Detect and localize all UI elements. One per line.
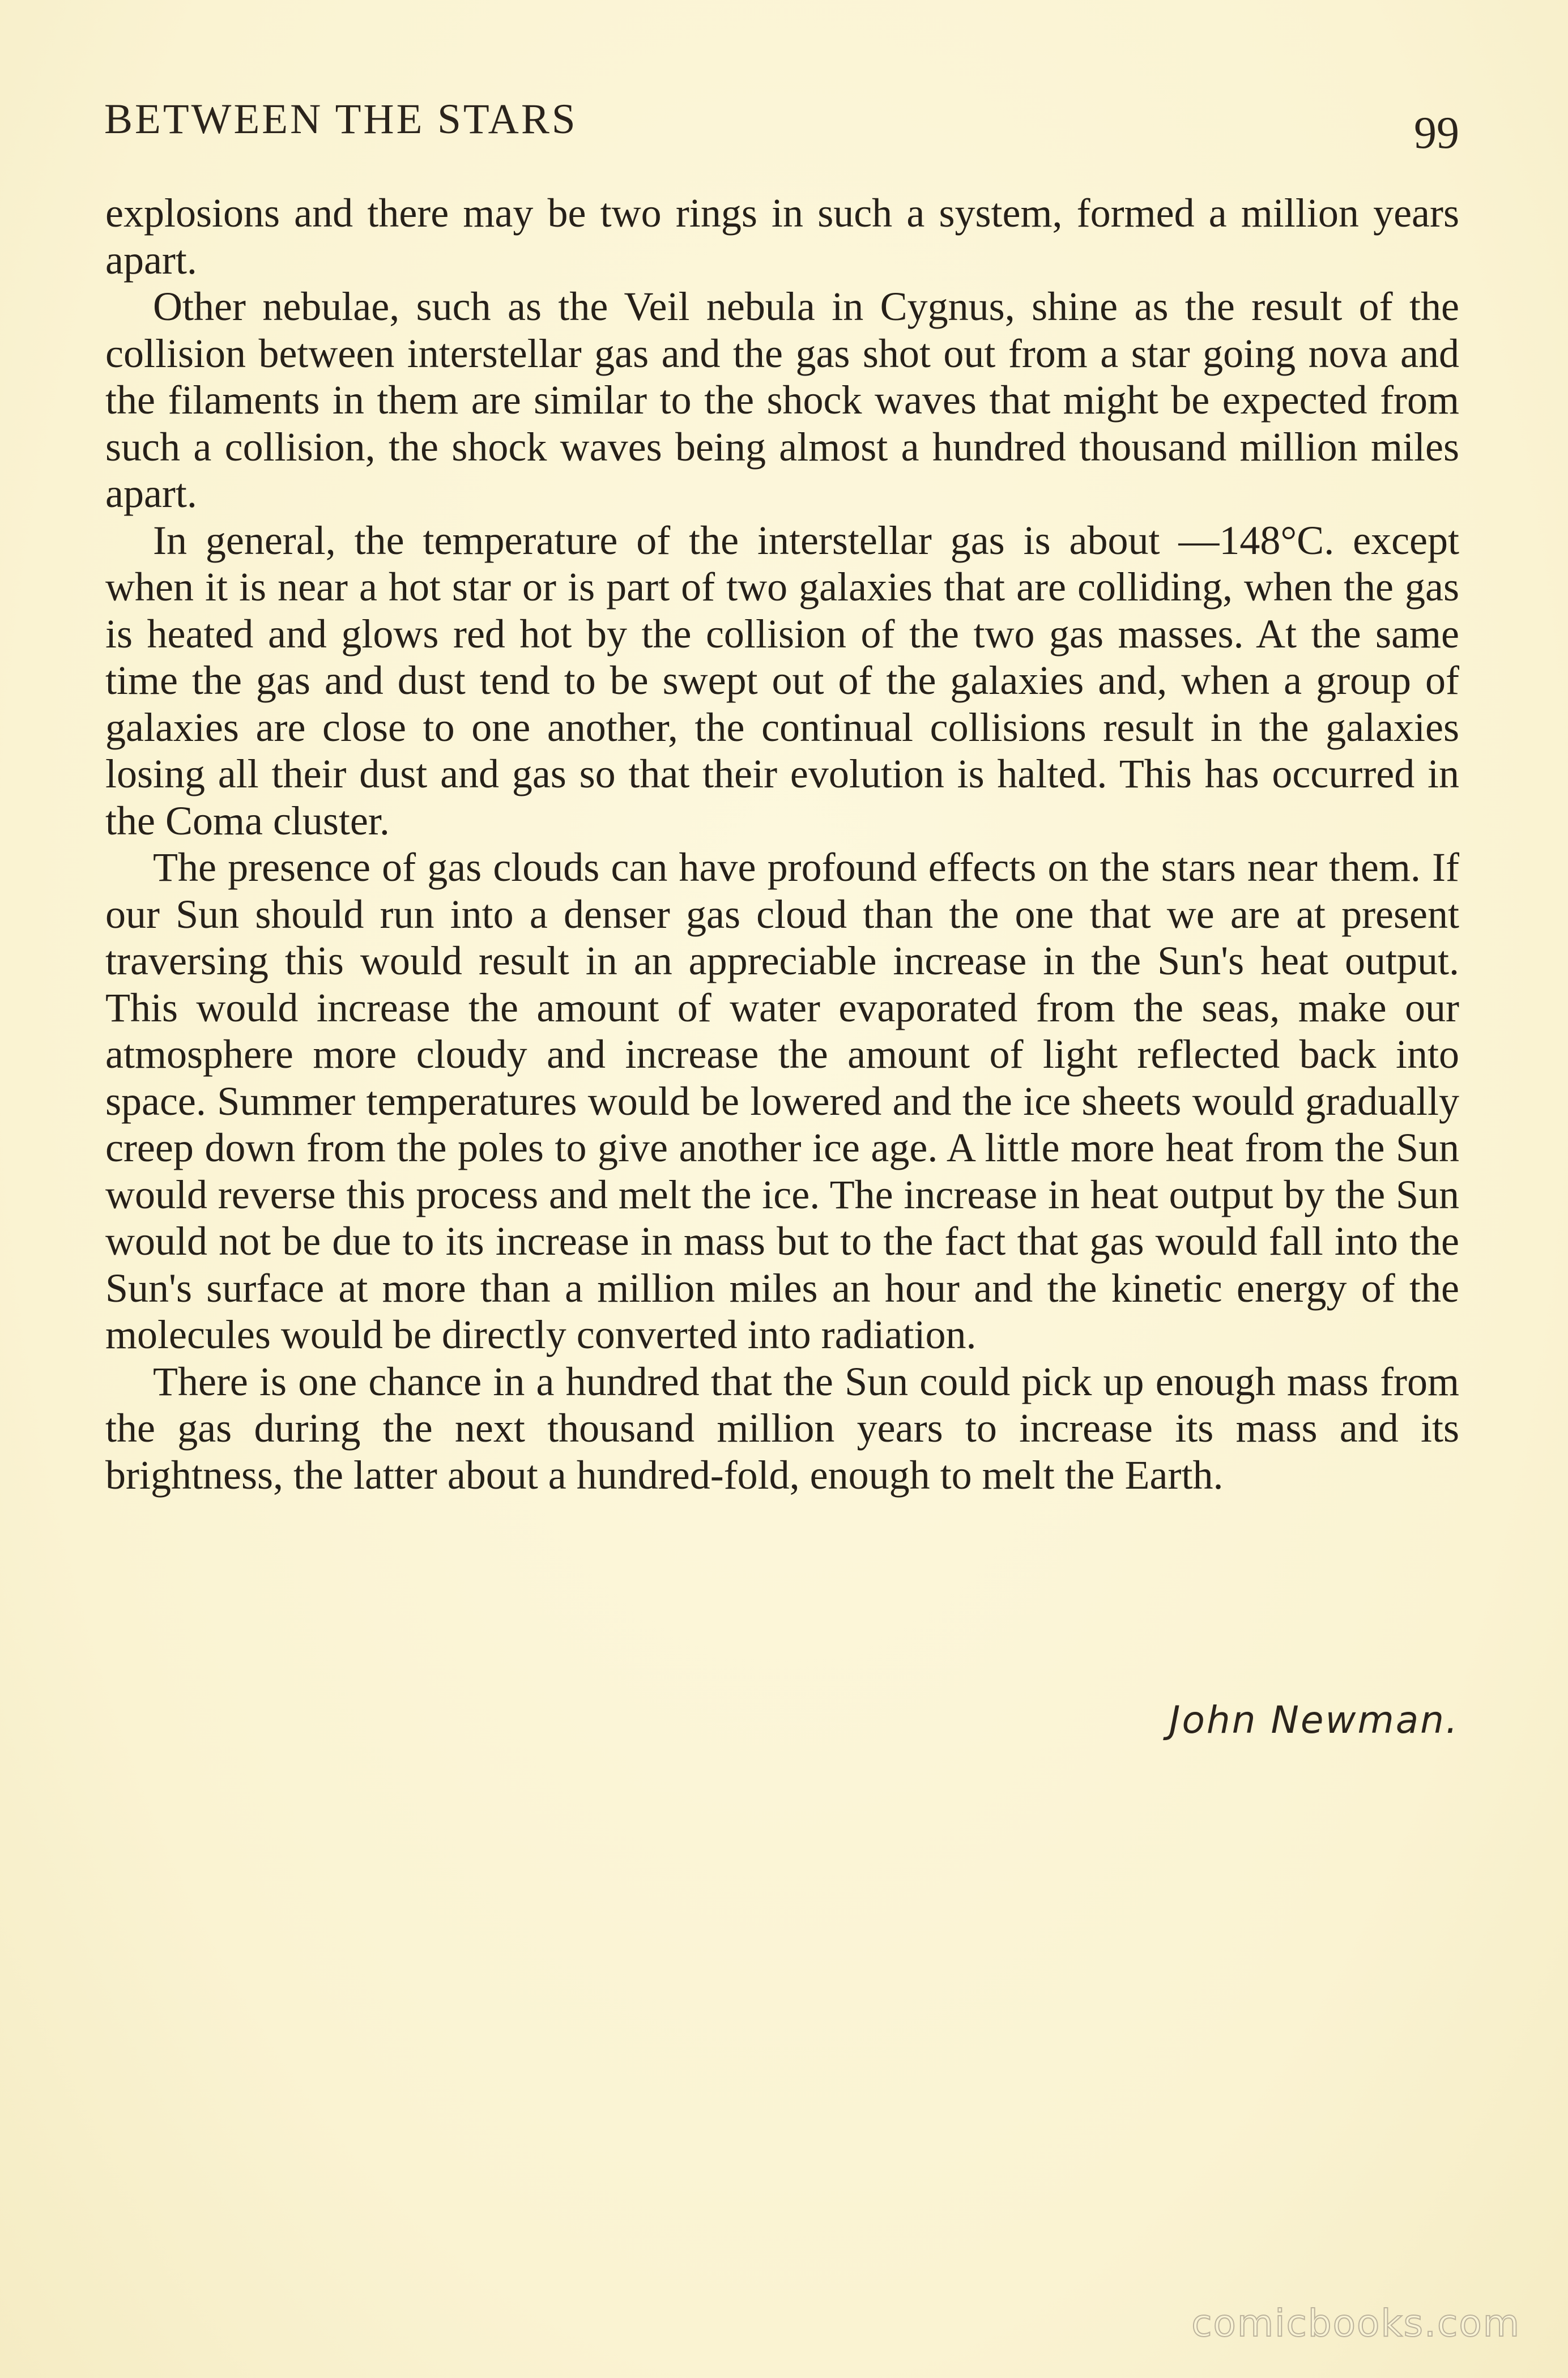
watermark: comicbooks.com: [1191, 2302, 1520, 2345]
article-body: [105, 190, 1459, 1498]
running-head: BETWEEN THE STARS: [104, 96, 578, 143]
page-number: 99: [1414, 108, 1459, 158]
paragraph-5: There is one chance in a hundred that the Sun could pick up enough mass from the gas during the next thousand million years to increase its mass and its brightness, the latter about a hundred-fold, enough to melt the Earth.: [105, 1358, 1459, 1498]
paragraph-2: Other nebulae, such as the Veil nebula in Cygnus, shine as the result of the collision between interstellar gas and the gas shot out from a star going nova and the filaments in them are similar to the shock waves that might be expected from such a collision, the shock waves being almost a hundred thousand million miles apart.: [105, 284, 1459, 516]
author-signature: John Newman.: [1169, 1698, 1459, 1742]
paragraph-3: In general, the temperature of the interstellar gas is about —148°C. except when it is near a hot star or is part of two galaxies that are colliding, when the gas is heated and glows red hot by the collision of the two gas masses. At the same time the gas and dust tend to be swept out of the galaxies and, when a group of galaxies are close to one another, the continual collisions result in the galaxies losing all their dust and gas so that their evolution is halted. This has occurred in the Coma cluster.: [105, 517, 1459, 843]
paragraph-4: The presence of gas clouds can have profound effects on the stars near them. If our Sun should run into a denser gas cloud than the one that we are at present traversing this would result in an appreciable increase in the Sun's heat output. This would increase the amount of water evaporated from the seas, make our atmosphere more cloudy and increase the amount of light reflected back into space. Summer temperatures would be lowered and the ice sheets would gradually creep down from the poles to give another ice age. A little more heat from the Sun would reverse this process and melt the ice. The increase in heat output by the Sun would not be due to its increase in mass but to the fact that gas would fall into the Sun's surface at more than a million miles an hour and the kinetic energy of the molecules would be directly converted into radiation.: [105, 845, 1459, 1357]
paragraph-1: explosions and there may be two rings in such a system, formed a million years apart.: [105, 190, 1459, 283]
